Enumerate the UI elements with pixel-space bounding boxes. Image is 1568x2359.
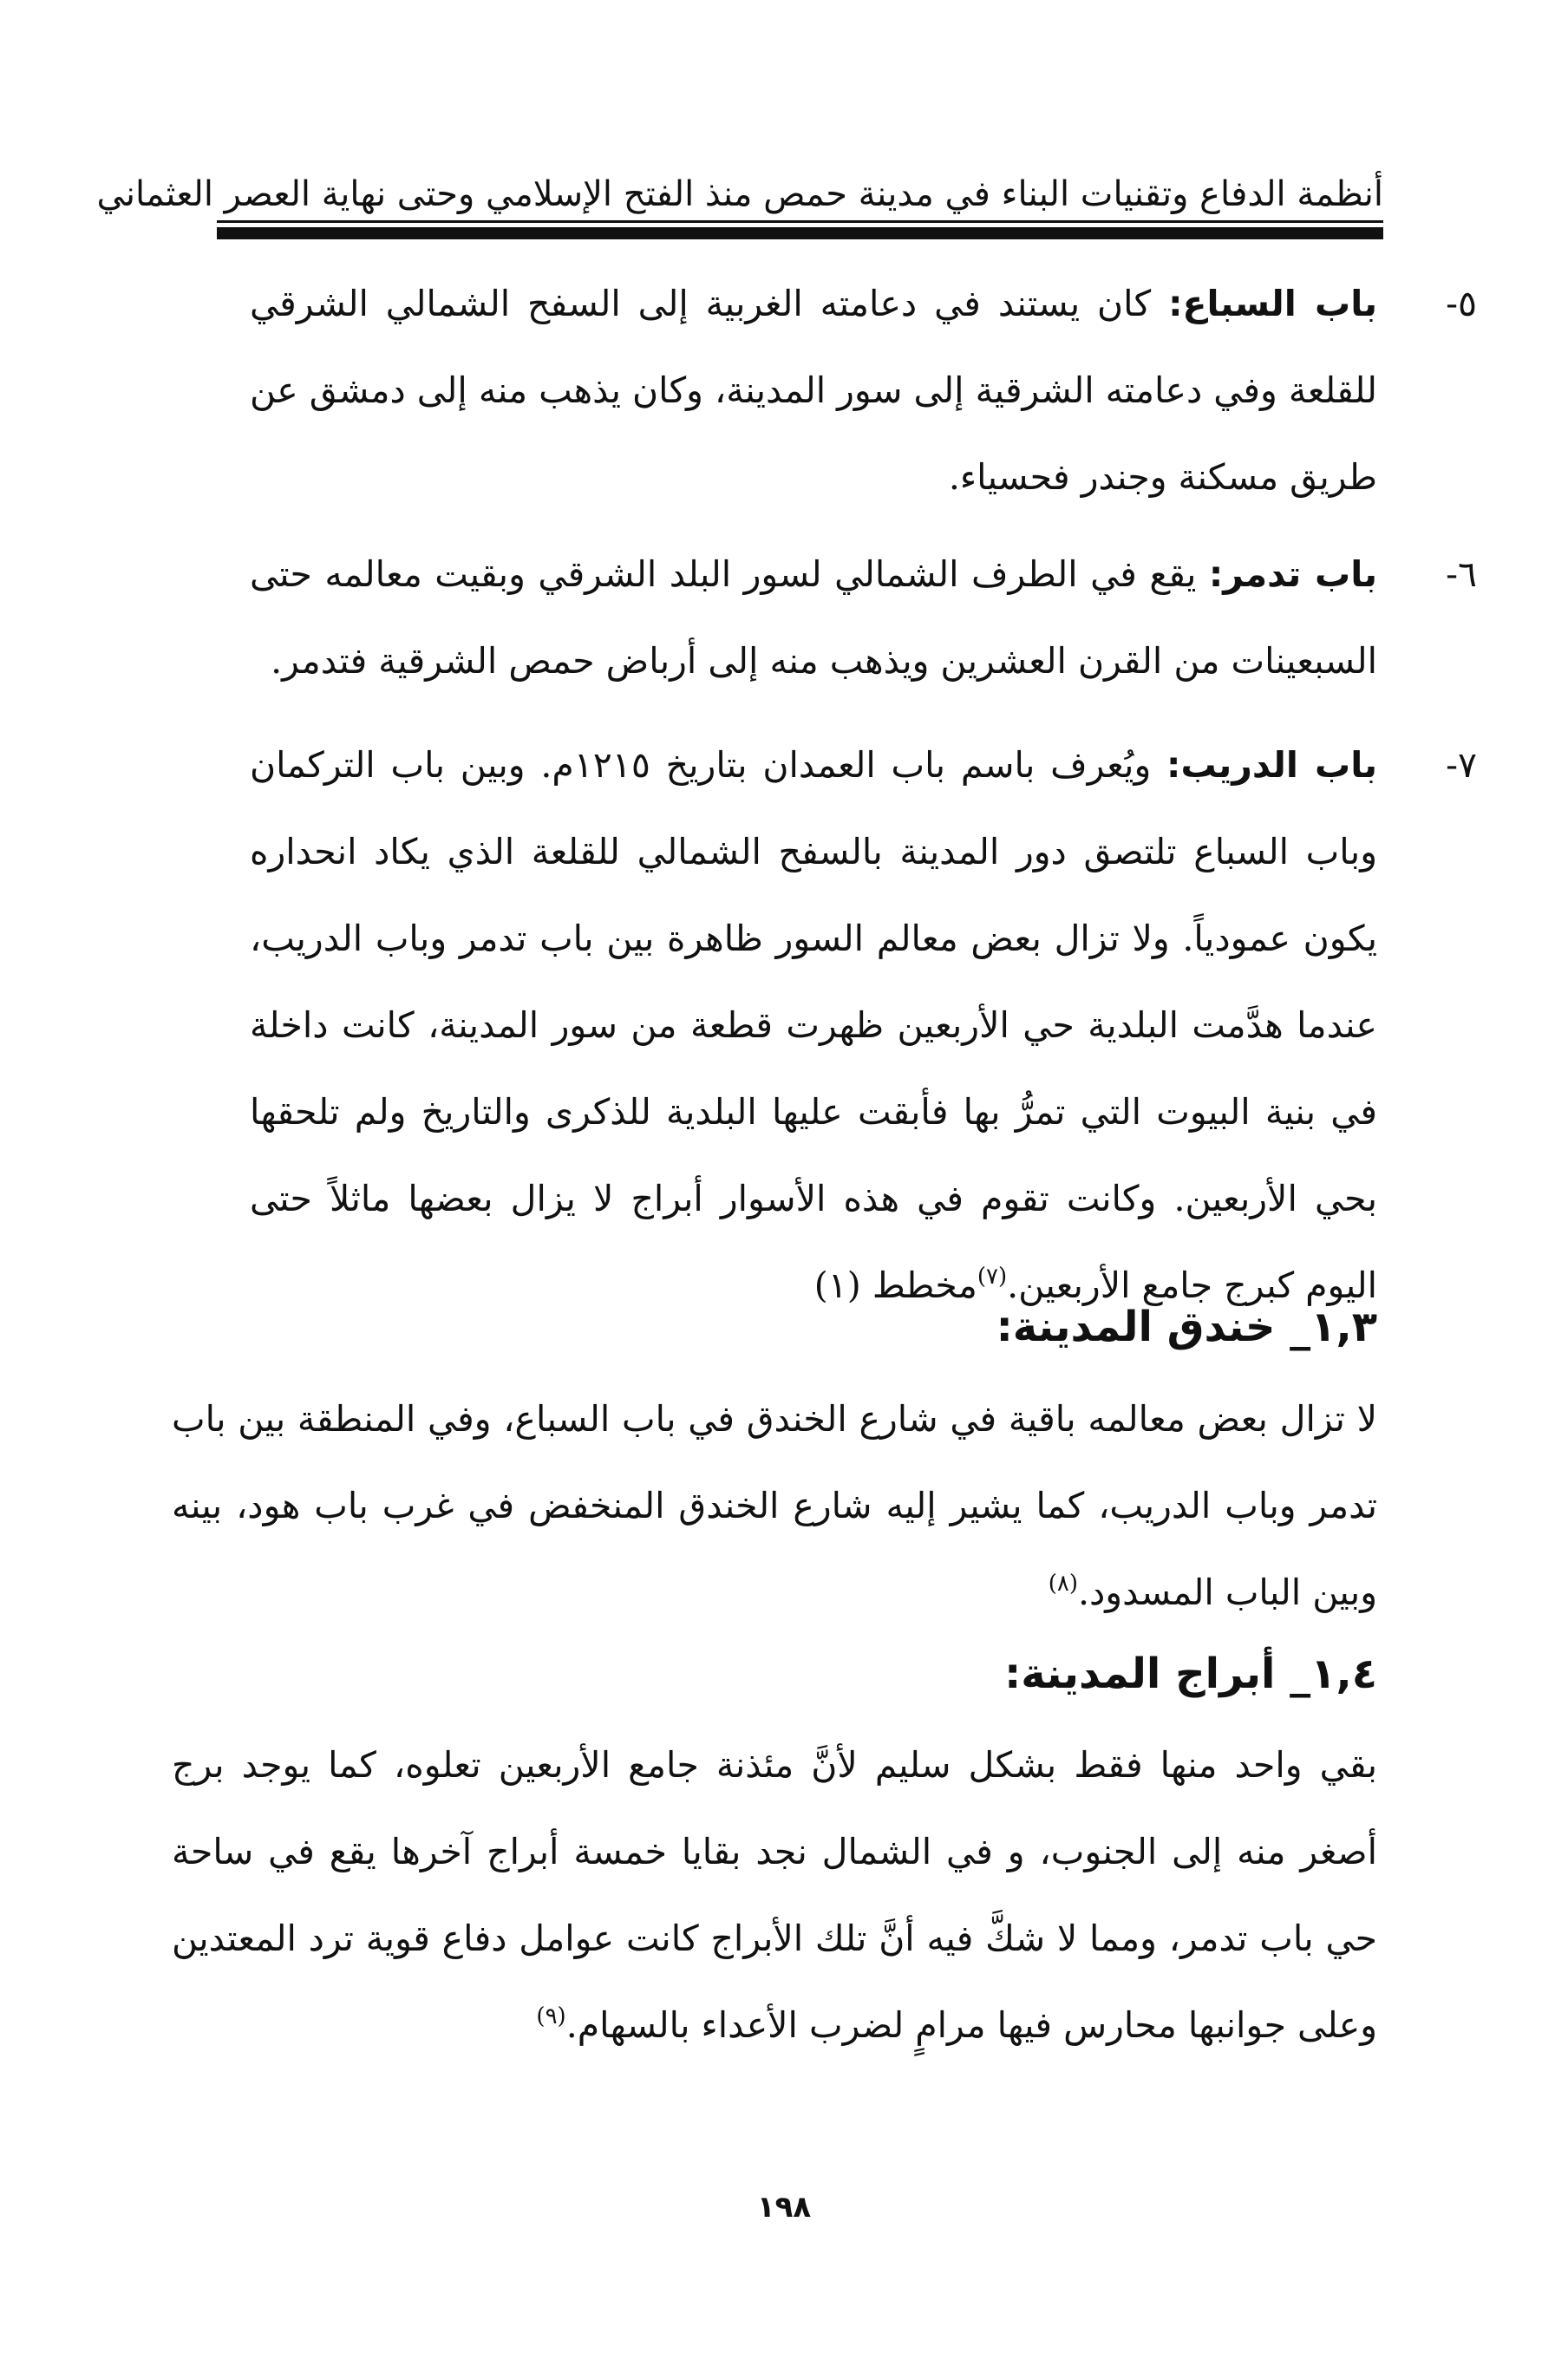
list-item-text: يقع في الطرف الشمالي لسور البلد الشرقي وبقيت معالمه حتى السبعينات من القرن العشرين ويذهب منه إلى أرباض حمص الشرقية فتدمر. [250,553,1377,682]
footnote-marker: (٨) [1048,1571,1079,1597]
list-item-number: ٧- [1446,744,1477,786]
list-item-paragraph [250,260,1377,520]
header-rule-thin [217,220,1383,223]
list-item-7 [250,722,1477,1329]
footnote-marker: (٩) [536,2003,566,2029]
section-body [172,1376,1377,1636]
section-heading: ١,٣_ خندق المدينة: [996,1303,1377,1351]
section-text: لا تزال بعض معالمه باقية في شارع الخندق في باب السباع، وفي المنطقة بين باب تدمر وباب الدريب، كما يشير إليه شارع الخندق المنخفض في غرب باب هود، بينه وبين الباب المسدود. [172,1398,1377,1613]
list-item-paragraph [250,722,1377,1329]
section-body [172,1722,1377,2068]
list-item-paragraph [250,531,1377,704]
list-item-6 [250,531,1477,704]
running-header: أنظمة الدفاع وتقنيات البناء في مدينة حمص منذ الفتح الإسلامي وحتى نهاية العصر العثماني [96,174,1383,214]
list-item-number: ٦- [1446,553,1477,595]
figure-reference: مخطط (١) [813,1264,977,1306]
section-paragraph [172,1376,1377,1636]
section-paragraph [172,1722,1377,2068]
header-rule-thick [217,227,1383,239]
footnote-marker: (٧) [977,1264,1008,1290]
list-item-text: ويُعرف باسم باب العمدان بتاريخ ١٢١٥م. وبين باب التركمان وباب السباع تلتصق دور المدينة بالسفح الشمالي للقلعة الذي يكاد انحداره يكون عمودياً. ولا تزال بعض معالم السور ظاهرة بين باب تدمر وباب الدريب، عندما هدَّمت البلدية حي الأربعين ظهرت قطعة من سور المدينة، كانت داخلة في بنية البيوت التي تمرُّ بها فأبقت عليها البلدية للذكرى والتاريخ ولم تلحقها بحي الأربعين. وكانت تقوم في هذه الأسوار أبراج لا يزال بعضها ماثلاً حتى اليوم كبرج جامع الأربعين. [250,744,1377,1306]
section-text: بقي واحد منها فقط بشكل سليم لأنَّ مئذنة جامع الأربعين تعلوه، كما يوجد برج أصغر منه إلى الجنوب، و في الشمال نجد بقايا خمسة أبراج آخرها يقع في ساحة حي باب تدمر، ومما لا شكَّ فيه أنَّ تلك الأبراج كانت عوامل دفاع قوية ترد المعتدين وعلى جوانبها محارس فيها مرامٍ لضرب الأعداء بالسهام. [172,1744,1377,2046]
list-item-text: كان يستند في دعامته الغربية إلى السفح الشمالي الشرقي للقلعة وفي دعامته الشرقية إلى سور المدينة، وكان يذهب منه إلى دمشق عن طريق مسكنة وجندر فحسياء. [250,283,1377,498]
list-item-number: ٥- [1446,283,1477,324]
list-item-lead: باب تدمر: [1208,553,1377,595]
list-item-5 [250,260,1477,520]
page-number: ١٩٨ [756,2190,812,2225]
list-item-lead: باب الدريب: [1166,744,1377,786]
section-heading: ١,٤_ أبراج المدينة: [1004,1650,1377,1698]
list-item-lead: باب السباع: [1168,283,1378,324]
